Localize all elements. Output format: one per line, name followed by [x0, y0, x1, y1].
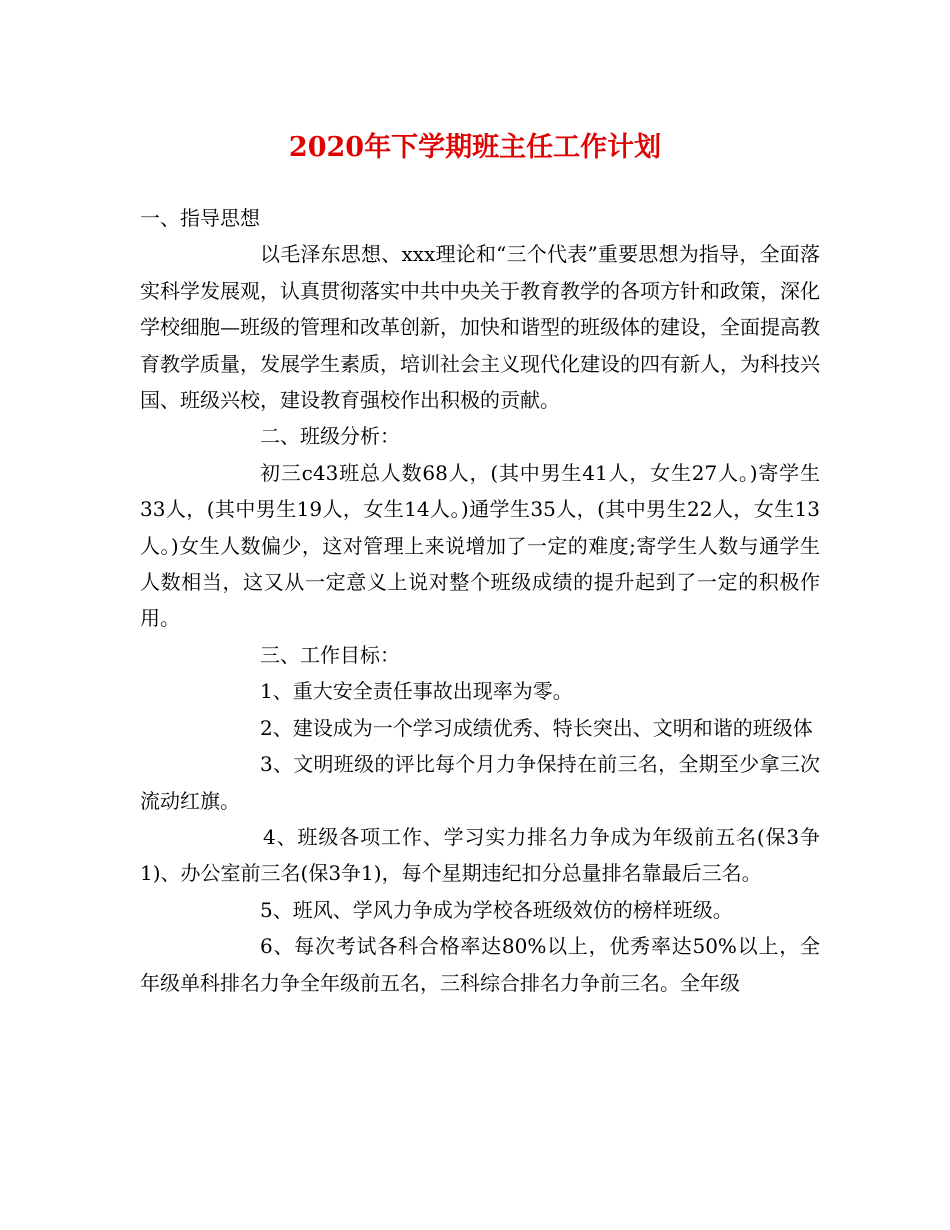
goal-item: 6、每次考试各科合格率达80%以上，优秀率达50%以上，全年级单科排名力争全年级前五名，三科综合排名力争前三名。全年级 [140, 934, 820, 995]
goal-item: 3、文明班级的评比每个月力争保持在前三名，全期至少拿三次流动红旗。 [140, 752, 820, 813]
section-heading-guiding-thought: 一、指导思想 [140, 206, 260, 230]
document-body [140, 200, 820, 1001]
document-title: 2020年下学期班主任工作计划 [288, 132, 662, 163]
goal-item: 2、建设成为一个学习成绩优秀、特长突出、文明和谐的班级体 [260, 715, 813, 740]
section-heading-work-goals: 三、工作目标： [260, 642, 400, 667]
paragraph-class-analysis: 初三c43班总人数68人，(其中男生41人，女生27人。)寄学生33人，(其中男生19人，女生14人。)通学生35人，(其中男生22人，女生13人。)女生人数偏少，这对管理上来说增加了一定的难度;寄学生人数与通学生人数相当，这又从一定意义上说对整个班级成绩的提升起到了一定的积极作用。 [140, 460, 820, 631]
paragraph-guiding-thought: 以毛泽东思想、xxx理论和“三个代表”重要思想为指导，全面落实科学发展观，认真贯彻落实中共中央关于教育教学的各项方针和政策，深化学校细胞—班级的管理和改革创新，加快和谐型的班级体的建设，全面提高教育教学质量，发展学生素质，培训社会主义现代化建设的四有新人，为科技兴国、班级兴校，建设教育强校作出积极的贡献。 [140, 242, 820, 413]
goal-item: 4、班级各项工作、学习实力排名力争成为年级前五名(保3争1)、办公室前三名(保3争1)，每个星期违纪扣分总量排名靠最后三名。 [140, 824, 820, 886]
goal-item: 1、重大安全责任事故出现率为零。 [260, 679, 573, 704]
goal-item: 5、班风、学风力争成为学校各班级效仿的榜样班级。 [260, 897, 733, 922]
section-heading-class-analysis: 二、班级分析： [260, 424, 400, 449]
